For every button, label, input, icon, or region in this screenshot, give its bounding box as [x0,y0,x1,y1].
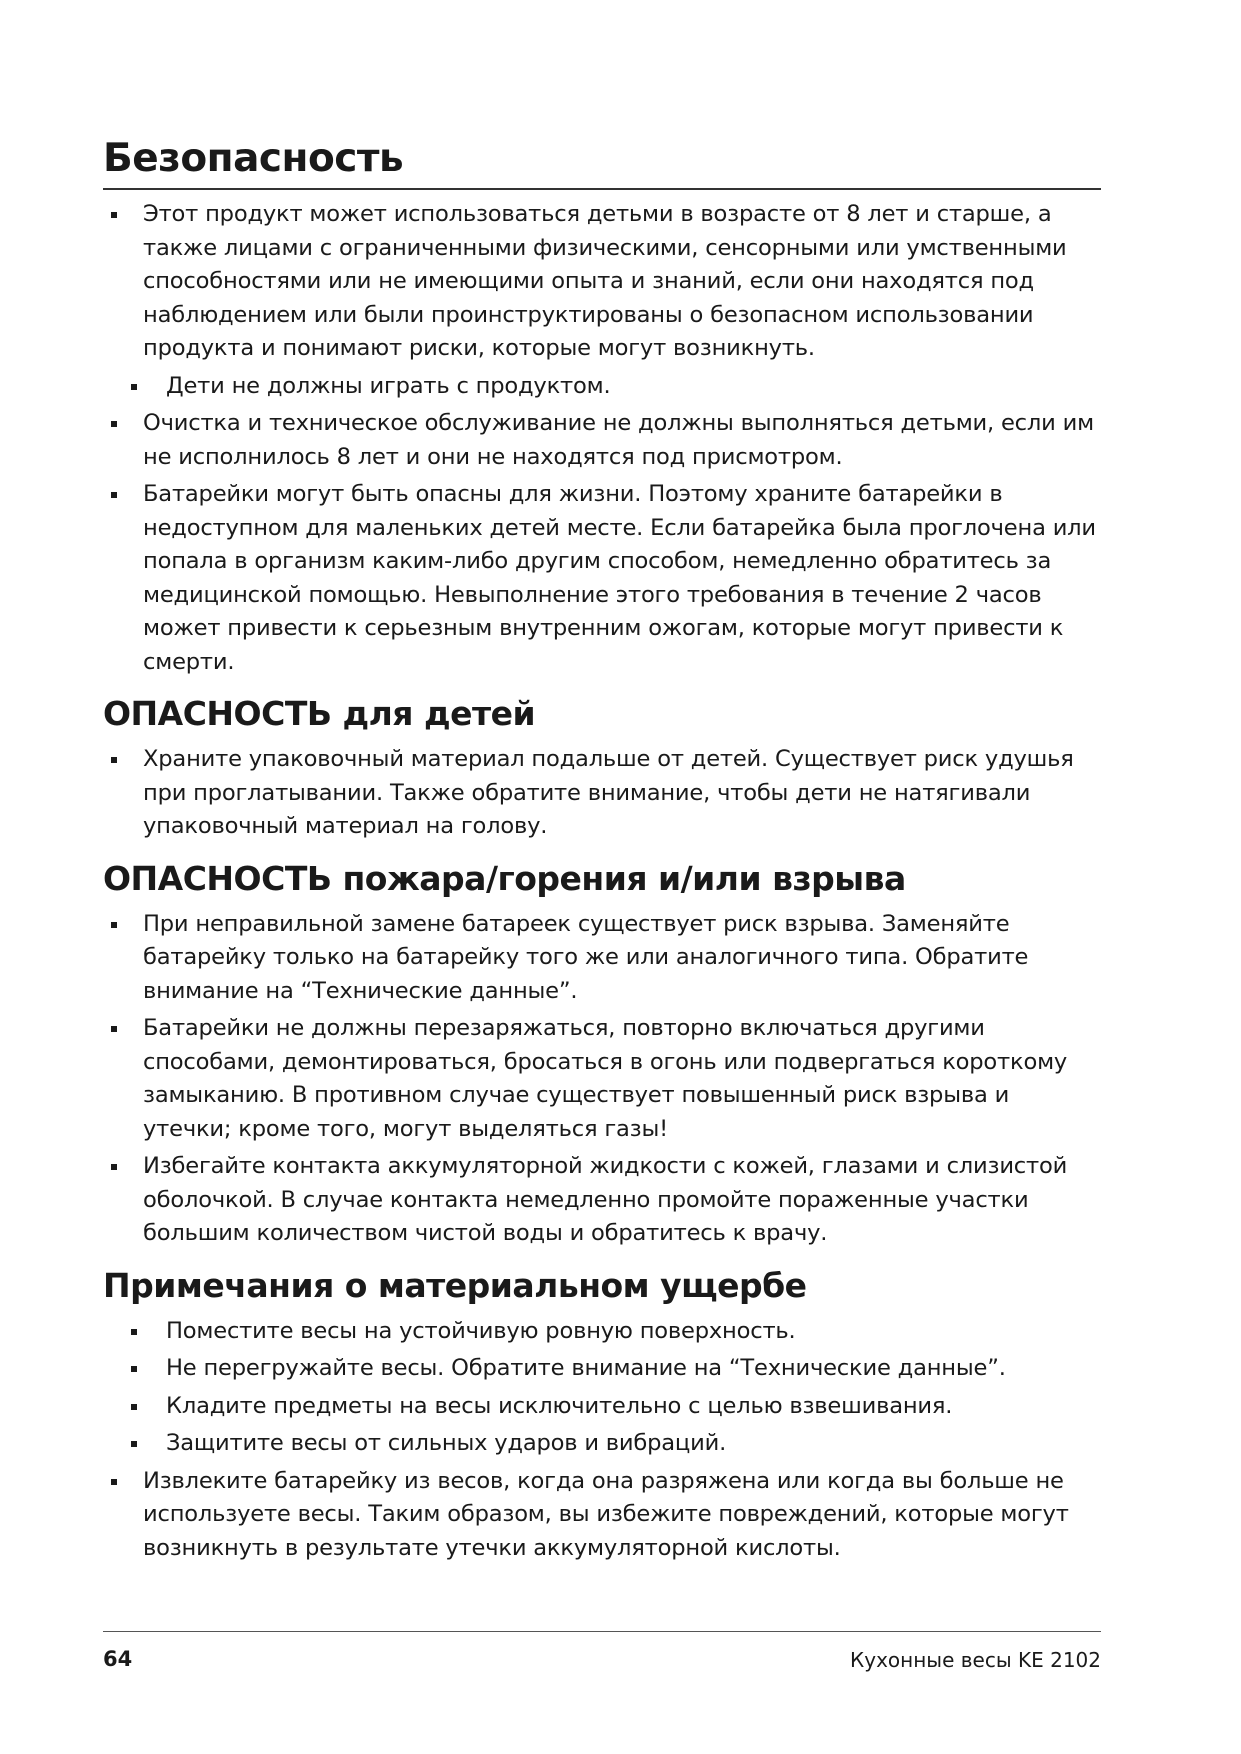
list-item: Не перегружайте весы. Обратите внимание на “Технические данные”. [103,1352,1101,1386]
footer-divider [103,1631,1101,1632]
section-heading-children-danger: ОПАСНОСТЬ для детей [103,694,536,733]
list-item: При неправильной замене батареек существует риск взрыва. Заменяйте батарейку только на батарейку того же или аналогичного типа. Обратите внимание на “Технические данные”. [103,908,1101,1009]
safety-list [103,198,1101,679]
bullet-icon [131,384,137,390]
bullet-icon [111,1026,117,1032]
list-item: Дети не должны играть с продуктом. [103,370,1101,404]
page-number: 64 [103,1647,133,1671]
list-item: Защитите весы от сильных ударов и вибраций. [103,1427,1101,1461]
fire-danger-list [103,908,1101,1251]
bullet-icon [131,1329,137,1335]
list-item: Этот продукт может использоваться детьми в возрасте от 8 лет и старше, а также лицами с ограниченными физическими, сенсорными или умственными способностями или не имеющими опыта и знаний, если они находятся под наблюдением или были проинструктированы о безопасном использовании продукта и понимают риски, которые могут возникнуть. [103,198,1101,366]
list-item: Избегайте контакта аккумуляторной жидкости с кожей, глазами и слизистой оболочкой. В случае контакта немедленно промойте пораженные участки большим количеством чистой воды и обратитесь к врачу. [103,1150,1101,1251]
bullet-icon [111,212,117,218]
section-heading-property-damage: Примечания о материальном ущербе [103,1265,807,1305]
list-item: Кладите предметы на весы исключительно с целью взвешивания. [103,1390,1101,1424]
list-item: Храните упаковочный материал подальше от детей. Существует риск удушья при проглатывании. Также обратите внимание, чтобы дети не натягивали упаковочный материал на голову. [103,743,1101,844]
bullet-icon [111,492,117,498]
section-heading-safety: Безопасность [103,136,1101,190]
list-item: Извлеките батарейку из весов, когда она разряжена или когда вы больше не используете весы. Таким образом, вы избежите повреждений, которые могут возникнуть в результате утечки аккумуляторной кислоты. [103,1465,1101,1566]
bullet-icon [131,1366,137,1372]
bullet-icon [131,1404,137,1410]
children-danger-list [103,743,1101,844]
list-item: Поместите весы на устойчивую ровную поверхность. [103,1315,1101,1349]
document-body [103,136,1101,1569]
bullet-icon [111,1479,117,1485]
footer-product-title: Кухонные весы KE 2102 [850,1648,1101,1672]
list-item: Очистка и техническое обслуживание не должны выполняться детьми, если им не исполнилось 8 лет и они не находятся под присмотром. [103,407,1101,474]
bullet-icon [111,922,117,928]
property-damage-list [103,1315,1101,1566]
bullet-icon [111,1164,117,1170]
bullet-icon [111,757,117,763]
list-item: Батарейки могут быть опасны для жизни. Поэтому храните батарейки в недоступном для маленьких детей месте. Если батарейка была проглочена или попала в организм каким-либо другим способом, немедленно обратитесь за медицинской помощью. Невыполнение этого требования в течение 2 часов может привести к серьезным внутренним ожогам, которые могут привести к смерти. [103,478,1101,679]
list-item: Батарейки не должны перезаряжаться, повторно включаться другими способами, демонтироваться, бросаться в огонь или подвергаться короткому замыканию. В противном случае существует повышенный риск взрыва и утечки; кроме того, могут выделяться газы! [103,1012,1101,1146]
bullet-icon [111,421,117,427]
section-heading-fire-danger: ОПАСНОСТЬ пожара/горения и/или взрыва [103,858,906,898]
bullet-icon [131,1441,137,1447]
